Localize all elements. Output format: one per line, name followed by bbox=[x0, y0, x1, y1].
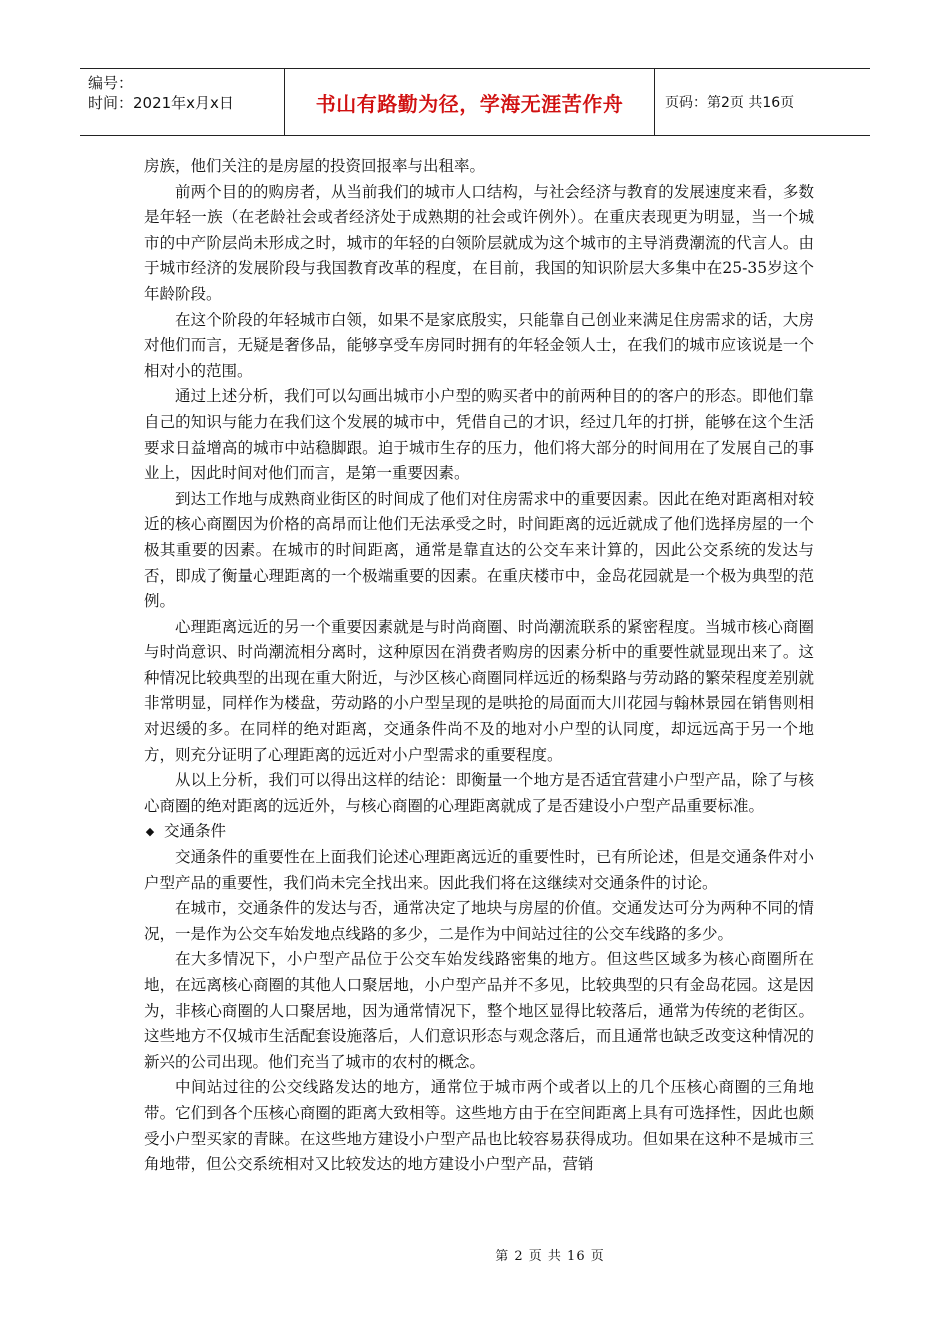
document-body bbox=[144, 154, 814, 1178]
page-header bbox=[80, 68, 870, 136]
serial-label: 编号： bbox=[88, 74, 134, 92]
header-meta bbox=[80, 69, 284, 135]
page-footer: 第 2 页 共 16 页 bbox=[495, 1249, 605, 1264]
page-number-label: 页码：第2页 共16页 bbox=[665, 95, 795, 111]
date-label: 时间：2021年x月x日 bbox=[88, 94, 234, 112]
paragraph: 房族，他们关注的是房屋的投资回报率与出租率。 bbox=[144, 157, 486, 175]
header-page-cell bbox=[655, 69, 870, 135]
paragraph: 通过上述分析，我们可以勾画出城市小户型的购买者中的前两种目的的客户的形态。即他们靠自己的知识与能力在我们这个发展的城市中，凭借自己的才识，经过几年的打拼，能够在这个生活要求日益增高的城市中站稳脚跟。迫于城市生存的压力，他们将大部分的时间用在了发展自己的事业上，因此时间对他们而言，是第一重要因素。 bbox=[144, 387, 814, 483]
paragraph: 在城市，交通条件的发达与否，通常决定了地块与房屋的价值。交通发达可分为两种不同的情况，一是作为公交车始发地点线路的多少，二是作为中间站过往的公交车线路的多少。 bbox=[144, 899, 814, 943]
motto: 书山有路勤为径，学海无涯苦作舟 bbox=[315, 91, 624, 116]
header-motto-cell bbox=[284, 69, 655, 135]
paragraph: 到达工作地与成熟商业街区的时间成了他们对住房需求中的重要因素。因此在绝对距离相对较近的核心商圈因为价格的高昂而让他们无法承受之时，时间距离的远近就成了他们选择房屋的一个极其重要的因素。在城市的时间距离，通常是靠直达的公交车来计算的，因此公交系统的发达与否，即成了衡量心理距离的一个极端重要的因素。在重庆楼市中，金岛花园就是一个极为典型的范例。 bbox=[144, 489, 814, 611]
paragraph: 在大多情况下，小户型产品位于公交车始发线路密集的地方。但这些区域多为核心商圈所在地，在远离核心商圈的其他人口聚居地，小户型产品并不多见，比较典型的只有金岛花园。这是因为，非核心商圈的人口聚居地，因为通常情况下，整个地区显得比较落后，通常为传统的老街区。这些地方不仅城市生活配套设施落后，人们意识形态与观念落后，而且通常也缺乏改变这种情况的新兴的公司出现。他们充当了城市的农村的概念。 bbox=[144, 950, 814, 1071]
paragraph: 在这个阶段的年轻城市白领，如果不是家底殷实，只能靠自己创业来满足住房需求的话，大房对他们而言，无疑是奢侈品，能够享受车房同时拥有的年轻金领人士，在我们的城市应该说是一个相对小的范围。 bbox=[144, 310, 814, 380]
paragraph: 心理距离远近的另一个重要因素就是与时尚商圈、时尚潮流联系的紧密程度。当城市核心商圈与时尚意识、时尚潮流相分离时，这种原因在消费者购房的因素分析中的重要性就显现出来了。这种情况比较典型的出现在重大附近，与沙区核心商圈同样远近的杨梨路与劳动路的繁荣程度差别就非常明显，同样作为楼盘，劳动路的小户型呈现的是哄抢的局面而大川花园与翰林景园在销售则相对迟缓的多。在同样的绝对距离，交通条件尚不及的地对小户型的认同度，却远远高于另一个地方，则充分证明了心理距离的远近对小户型需求的重要程度。 bbox=[144, 617, 814, 764]
paragraph: 中间站过往的公交线路发达的地方，通常位于城市两个或者以上的几个压核心商圈的三角地带。它们到各个压核心商圈的距离大致相等。这些地方由于在空间距离上具有可选择性，因此也颇受小户型买家的青睐。在这些地方建设小户型产品也比较容易获得成功。但如果在这种不是城市三角地带，但公交系统相对又比较发达的地方建设小户型产品，营销 bbox=[144, 1078, 814, 1174]
section-heading-text: 交通条件 bbox=[164, 822, 227, 841]
paragraph: 前两个目的的购房者，从当前我们的城市人口结构，与社会经济与教育的发展速度来看，多数是年轻一族（在老龄社会或者经济处于成熟期的社会或许例外）。在重庆表现更为明显，当一个城市的中产阶层尚未形成之时，城市的年轻的白领阶层就成为这个城市的主导消费潮流的代言人。由于城市经济的发展阶段与我国教育改革的程度，在目前，我国的知识阶层大多集中在25-35岁这个年龄阶段。 bbox=[144, 182, 814, 303]
section-heading bbox=[144, 819, 814, 845]
diamond-bullet-icon: ◆ bbox=[145, 825, 155, 839]
paragraph: 从以上分析，我们可以得出这样的结论：即衡量一个地方是否适宜营建小户型产品，除了与核心商圈的绝对距离的远近外，与核心商圈的心理距离就成了是否建设小户型产品重要标准。 bbox=[144, 771, 814, 815]
paragraph: 交通条件的重要性在上面我们论述心理距离远近的重要性时，已有所论述，但是交通条件对小户型产品的重要性，我们尚未完全找出来。因此我们将在这继续对交通条件的讨论。 bbox=[144, 848, 814, 892]
